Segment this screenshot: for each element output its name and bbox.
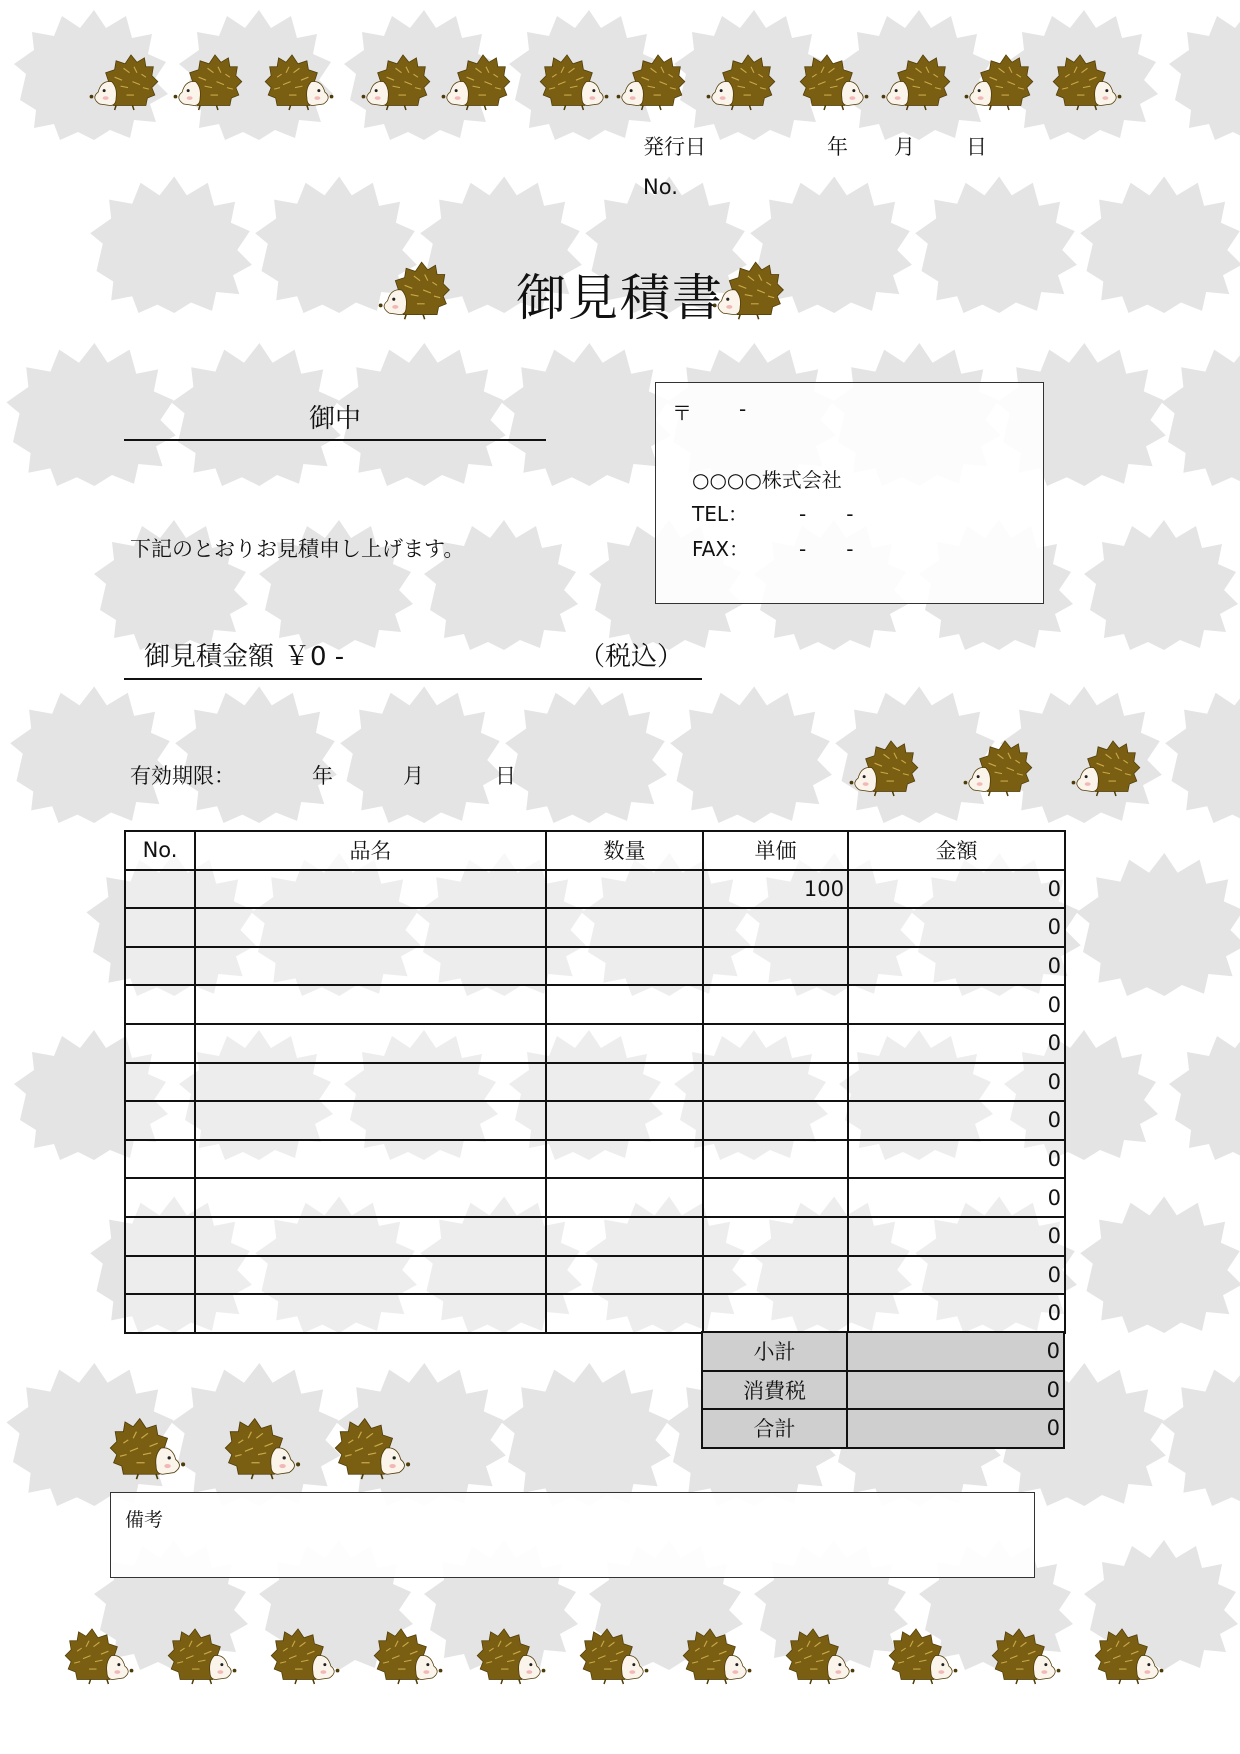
subtotal-row bbox=[702, 1332, 1064, 1371]
table-row bbox=[125, 947, 1065, 986]
row-number-cell[interactable] bbox=[125, 1178, 195, 1217]
item-name-cell[interactable] bbox=[195, 1294, 546, 1333]
fax-label: FAX： bbox=[692, 537, 750, 561]
hedgehog-icon bbox=[213, 1410, 303, 1491]
validity-label: 有効期限： bbox=[130, 764, 235, 788]
hedgehog-icon bbox=[704, 47, 786, 121]
validity-year: 年 bbox=[312, 764, 333, 788]
item-name-cell[interactable] bbox=[195, 1101, 546, 1140]
table-row bbox=[125, 1024, 1065, 1063]
consumption-tax-row bbox=[702, 1371, 1064, 1410]
quantity-cell[interactable] bbox=[546, 1063, 703, 1102]
table-row bbox=[125, 1294, 1065, 1333]
table-row bbox=[125, 908, 1065, 947]
estimate-amount-label: 御見積金額 bbox=[144, 642, 275, 672]
row-number-cell[interactable] bbox=[125, 1101, 195, 1140]
table-row bbox=[125, 1256, 1065, 1295]
item-name-cell[interactable] bbox=[195, 870, 546, 909]
row-number-cell[interactable] bbox=[125, 985, 195, 1024]
column-header-quantity: 数量 bbox=[546, 831, 703, 870]
row-number-cell[interactable] bbox=[125, 1217, 195, 1256]
hedgehog-icon bbox=[529, 47, 611, 121]
unit-price-cell[interactable] bbox=[703, 1294, 848, 1333]
hedgehog-icon bbox=[569, 1621, 651, 1695]
amount-cell[interactable]: 0 bbox=[848, 1024, 1065, 1063]
amount-cell[interactable]: 0 bbox=[848, 1256, 1065, 1295]
subtotal-label: 小計 bbox=[702, 1332, 847, 1371]
amount-cell[interactable]: 0 bbox=[848, 1140, 1065, 1179]
hedgehog-icon bbox=[614, 47, 696, 121]
quantity-cell[interactable] bbox=[546, 870, 703, 909]
postal-mark: 〒 bbox=[672, 401, 692, 425]
item-name-cell[interactable] bbox=[195, 947, 546, 986]
table-row bbox=[125, 1178, 1065, 1217]
amount-cell[interactable]: 0 bbox=[848, 1101, 1065, 1140]
document-title: 御見積書 bbox=[516, 269, 724, 327]
hedgehog-icon bbox=[254, 47, 336, 121]
table-row bbox=[125, 870, 1065, 909]
unit-price-cell[interactable] bbox=[703, 1024, 848, 1063]
hedgehog-icon bbox=[1084, 1621, 1166, 1695]
unit-price-cell[interactable] bbox=[703, 1217, 848, 1256]
postal-code-dash: - bbox=[739, 397, 747, 421]
unit-price-cell[interactable] bbox=[703, 1101, 848, 1140]
amount-cell[interactable]: 0 bbox=[848, 1178, 1065, 1217]
row-number-cell[interactable] bbox=[125, 908, 195, 947]
hedgehog-icon bbox=[1069, 733, 1151, 807]
column-header-amount: 金額 bbox=[848, 831, 1065, 870]
row-number-cell[interactable] bbox=[125, 1024, 195, 1063]
issue-date-year: 年 bbox=[827, 135, 848, 159]
unit-price-cell[interactable] bbox=[703, 1140, 848, 1179]
hedgehog-icon bbox=[98, 1410, 188, 1491]
recipient-suffix: 御中 bbox=[309, 404, 362, 434]
items-table-header bbox=[125, 831, 1065, 870]
quantity-cell[interactable] bbox=[546, 1256, 703, 1295]
item-name-cell[interactable] bbox=[195, 1140, 546, 1179]
hedgehog-icon bbox=[847, 733, 929, 807]
consumption-tax-value[interactable]: 0 bbox=[847, 1371, 1064, 1410]
hedgehog-icon bbox=[879, 47, 961, 121]
item-name-cell[interactable] bbox=[195, 1178, 546, 1217]
subtotal-value[interactable]: 0 bbox=[847, 1332, 1064, 1371]
table-row bbox=[125, 1140, 1065, 1179]
hedgehog-icon bbox=[87, 47, 169, 121]
column-header-item-name: 品名 bbox=[195, 831, 546, 870]
hedgehog-icon bbox=[439, 47, 521, 121]
hedgehog-icon bbox=[171, 47, 253, 121]
amount-cell[interactable]: 0 bbox=[848, 870, 1065, 909]
item-name-cell[interactable] bbox=[195, 985, 546, 1024]
hedgehog-icon bbox=[363, 1621, 445, 1695]
amount-cell[interactable]: 0 bbox=[848, 947, 1065, 986]
tel-label: TEL： bbox=[692, 502, 748, 526]
totals-table bbox=[701, 1331, 1065, 1449]
item-name-cell[interactable] bbox=[195, 1063, 546, 1102]
hedgehog-icon bbox=[878, 1621, 960, 1695]
table-row bbox=[125, 985, 1065, 1024]
hedgehog-icon bbox=[1042, 47, 1124, 121]
unit-price-cell[interactable] bbox=[703, 908, 848, 947]
column-header-no: No. bbox=[125, 831, 195, 870]
hedgehog-icon bbox=[981, 1621, 1063, 1695]
quantity-cell[interactable] bbox=[546, 985, 703, 1024]
quantity-cell[interactable] bbox=[546, 1294, 703, 1333]
remarks-label: 備考 bbox=[125, 1509, 164, 1531]
unit-price-cell[interactable]: 100 bbox=[703, 870, 848, 909]
sender-company: ○○○○株式会社 bbox=[692, 468, 842, 492]
unit-price-cell[interactable] bbox=[703, 947, 848, 986]
row-number-cell[interactable] bbox=[125, 1063, 195, 1102]
intro-text: 下記のとおりお見積申し上げます。 bbox=[130, 537, 465, 561]
unit-price-cell[interactable] bbox=[703, 985, 848, 1024]
column-header-unit-price: 単価 bbox=[703, 831, 848, 870]
hedgehog-icon bbox=[359, 47, 441, 121]
table-row bbox=[125, 1217, 1065, 1256]
grand-total-value[interactable]: 0 bbox=[847, 1409, 1064, 1448]
remarks-box[interactable] bbox=[110, 1492, 1035, 1578]
quantity-cell[interactable] bbox=[546, 947, 703, 986]
hedgehog-icon bbox=[775, 1621, 857, 1695]
table-row bbox=[125, 1063, 1065, 1102]
validity-day: 日 bbox=[495, 764, 516, 788]
row-number-cell[interactable] bbox=[125, 947, 195, 986]
hedgehog-icon bbox=[466, 1621, 548, 1695]
table-row bbox=[125, 1101, 1065, 1140]
row-number-cell[interactable] bbox=[125, 870, 195, 909]
estimate-amount-value: ￥0 - bbox=[284, 642, 345, 672]
amount-cell[interactable]: 0 bbox=[848, 1294, 1065, 1333]
amount-cell[interactable]: 0 bbox=[848, 1217, 1065, 1256]
items-table bbox=[124, 830, 1066, 1334]
hedgehog-icon bbox=[961, 733, 1043, 807]
hedgehog-icon bbox=[323, 1410, 413, 1491]
unit-price-cell[interactable] bbox=[703, 1063, 848, 1102]
issue-date-day: 日 bbox=[966, 135, 987, 159]
item-name-cell[interactable] bbox=[195, 1256, 546, 1295]
quantity-cell[interactable] bbox=[546, 1217, 703, 1256]
tax-included-note: （税込） bbox=[579, 642, 684, 672]
unit-price-cell[interactable] bbox=[703, 1256, 848, 1295]
issue-date-month: 月 bbox=[894, 135, 915, 159]
quantity-cell[interactable] bbox=[546, 1101, 703, 1140]
grand-total-row bbox=[702, 1409, 1064, 1448]
amount-cell[interactable]: 0 bbox=[848, 985, 1065, 1024]
item-name-cell[interactable] bbox=[195, 1024, 546, 1063]
amount-cell[interactable]: 0 bbox=[848, 1063, 1065, 1102]
unit-price-cell[interactable] bbox=[703, 1178, 848, 1217]
hedgehog-icon bbox=[962, 47, 1044, 121]
consumption-tax-label: 消費税 bbox=[702, 1371, 847, 1410]
row-number-cell[interactable] bbox=[125, 1256, 195, 1295]
item-name-cell[interactable] bbox=[195, 1217, 546, 1256]
quantity-cell[interactable] bbox=[546, 908, 703, 947]
recipient-field[interactable] bbox=[124, 395, 546, 441]
fax-value: - - bbox=[799, 537, 854, 561]
hedgehog-icon bbox=[789, 47, 871, 121]
hedgehog-icon bbox=[157, 1621, 239, 1695]
hedgehog-icon bbox=[260, 1621, 342, 1695]
estimate-amount-field bbox=[124, 630, 702, 680]
quantity-cell[interactable] bbox=[546, 1178, 703, 1217]
validity-month: 月 bbox=[403, 764, 424, 788]
document-number-label: No. bbox=[643, 175, 678, 199]
amount-cell[interactable]: 0 bbox=[848, 908, 1065, 947]
issue-date-label: 発行日 bbox=[643, 135, 706, 159]
row-number-cell[interactable] bbox=[125, 1294, 195, 1333]
hedgehog-icon bbox=[672, 1621, 754, 1695]
item-name-cell[interactable] bbox=[195, 908, 546, 947]
grand-total-label: 合計 bbox=[702, 1409, 847, 1448]
row-number-cell[interactable] bbox=[125, 1140, 195, 1179]
sender-info-box bbox=[655, 382, 1044, 604]
hedgehog-icon bbox=[54, 1621, 136, 1695]
quantity-cell[interactable] bbox=[546, 1024, 703, 1063]
quantity-cell[interactable] bbox=[546, 1140, 703, 1179]
tel-value: - - bbox=[799, 502, 854, 526]
